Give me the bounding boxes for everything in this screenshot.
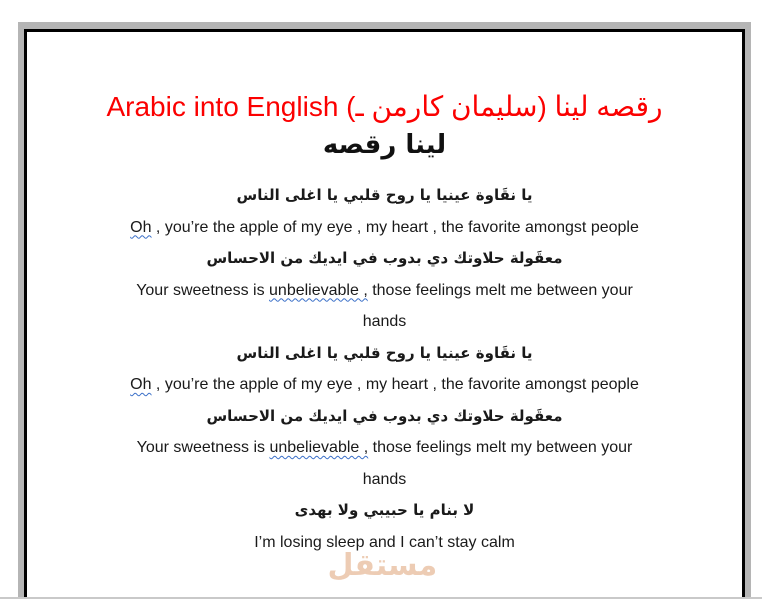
lyric-line — [27, 369, 742, 401]
lyric-text: those feelings melt me between your — [367, 281, 633, 299]
lyric-text: Your sweetness is — [136, 439, 270, 456]
lyric-line — [27, 464, 742, 496]
grammar-check-word: Oh — [130, 376, 152, 393]
lyric-text: hands — [362, 470, 407, 488]
lyric-text: لا بنام يا حبيبي ولا بهدى — [294, 501, 475, 519]
lyrics-block — [27, 180, 742, 558]
lyric-text: those feelings melt my between your — [368, 439, 633, 456]
lyric-line — [27, 338, 742, 370]
lyric-line — [27, 432, 742, 464]
lyric-line — [27, 495, 742, 527]
lyric-line — [27, 527, 742, 559]
lyric-text: I’m losing sleep and I can’t stay calm — [254, 533, 515, 551]
document-subtitle-arabic: لينا رقصه — [322, 130, 447, 160]
lyric-line — [27, 212, 742, 244]
lyric-text: , you’re the apple of my eye , my heart , the favorite amongst people — [151, 376, 639, 393]
lyric-text: معقَولة حلاوتك دي بدوب في ايديك من الاحساس — [206, 249, 563, 267]
lyric-text: معقَولة حلاوتك دي بدوب في ايديك من الاحساس — [206, 406, 563, 425]
lyric-line — [27, 275, 742, 307]
mostaql-watermark: مستقل — [327, 548, 438, 583]
lyric-text: يا نقَاوة عينيا يا روح قلبي يا اغلى الناس — [236, 343, 533, 362]
lyric-line — [27, 401, 742, 433]
document-title-red: Arabic into English (ـ‎ كارمن‎ سليمان‎)‎ لينا‎ رقصه — [106, 91, 663, 122]
bottom-divider-line — [0, 597, 762, 599]
lyric-text: يا نقَاوة عينيا يا روح قلبي يا اغلى الناس — [236, 186, 533, 204]
lyric-text: , you’re the apple of my eye , my heart , the favorite amongst people — [151, 218, 639, 236]
grammar-check-word: unbelievable , — [269, 281, 368, 299]
lyric-line — [27, 180, 742, 212]
lyric-line — [27, 243, 742, 275]
lyric-text: Your sweetness is — [136, 281, 270, 299]
lyric-text: hands — [362, 313, 407, 330]
grammar-check-word: unbelievable , — [269, 439, 369, 456]
lyric-line — [27, 306, 742, 338]
document-page — [27, 32, 742, 597]
grammar-check-word: Oh — [130, 218, 152, 236]
